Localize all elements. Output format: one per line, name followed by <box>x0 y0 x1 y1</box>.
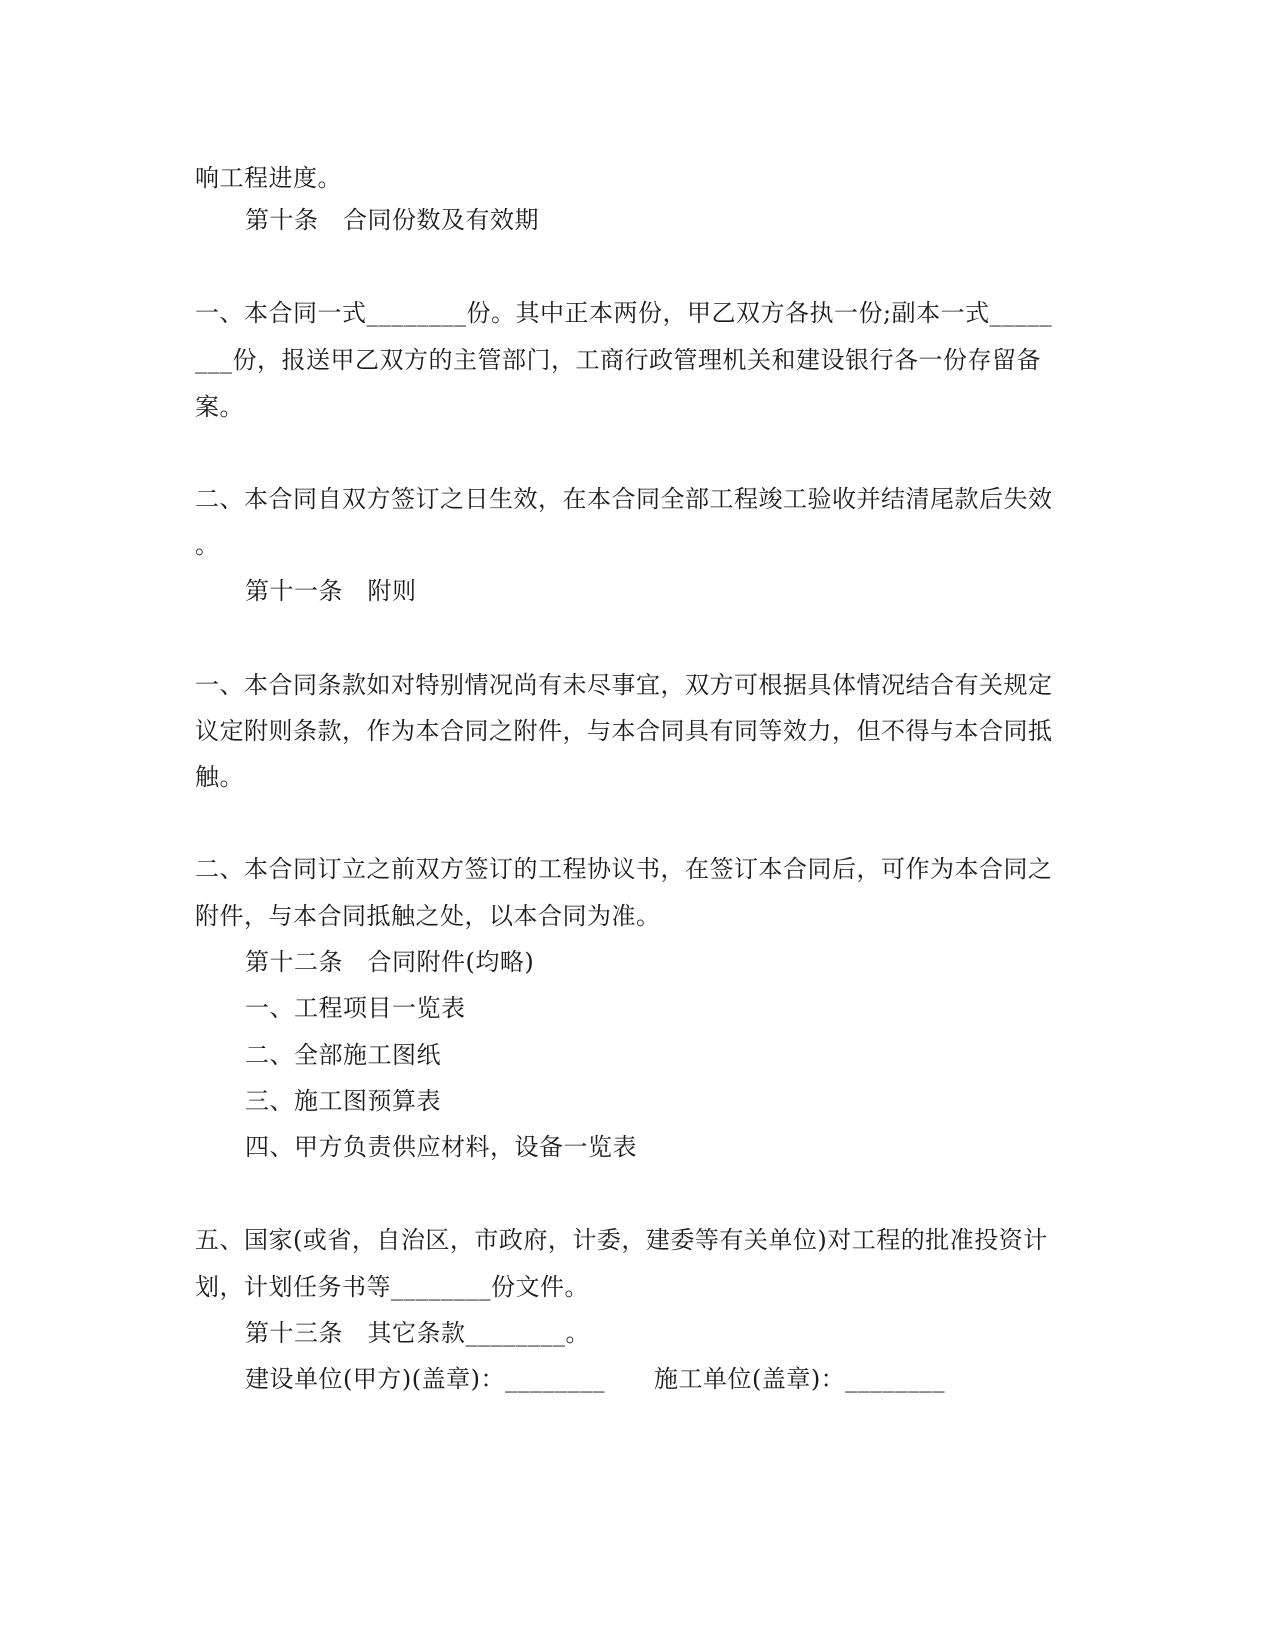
paragraph-line: ___份，报送甲乙双方的主管部门，工商行政管理机关和建设银行各一份存留备 <box>195 346 1041 374</box>
list-item: 二、全部施工图纸 <box>245 1041 441 1069</box>
list-item: 一、工程项目一览表 <box>245 994 466 1022</box>
paragraph-line: 。 <box>195 531 220 559</box>
article-heading: 第十条 合同份数及有效期 <box>245 206 539 234</box>
paragraph-line: 二、本合同订立之前双方签订的工程协议书，在签订本合同后，可作为本合同之 <box>195 855 1053 883</box>
paragraph-line: 一、本合同一式________份。其中正本两份，甲乙双方各执一份;副本一式_____ <box>195 299 1053 327</box>
paragraph-line: 触。 <box>195 763 244 791</box>
article-heading: 第十三条 其它条款________。 <box>245 1319 590 1347</box>
paragraph-line: 议定附则条款，作为本合同之附件，与本合同具有同等效力，但不得与本合同抵 <box>195 717 1053 745</box>
signature-line: 建设单位(甲方)(盖章)：________ 施工单位(盖章)：________ <box>245 1365 946 1393</box>
paragraph-line: 一、本合同条款如对特别情况尚有未尽事宜，双方可根据具体情况结合有关规定 <box>195 671 1053 699</box>
paragraph-line: 响工程进度。 <box>195 164 342 192</box>
article-heading: 第十一条 附则 <box>245 577 417 605</box>
paragraph-line: 案。 <box>195 393 244 421</box>
paragraph-line: 划，计划任务书等________份文件。 <box>195 1273 589 1301</box>
paragraph-line: 附件，与本合同抵触之处，以本合同为准。 <box>195 902 661 930</box>
paragraph-line: 五、国家(或省，自治区，市政府，计委，建委等有关单位)对工程的批准投资计 <box>195 1226 1048 1254</box>
list-item: 三、施工图预算表 <box>245 1087 441 1115</box>
article-heading: 第十二条 合同附件(均略) <box>245 948 535 976</box>
paragraph-line: 二、本合同自双方签订之日生效，在本合同全部工程竣工验收并结清尾款后失效 <box>195 485 1053 513</box>
list-item: 四、甲方负责供应材料，设备一览表 <box>245 1133 637 1161</box>
